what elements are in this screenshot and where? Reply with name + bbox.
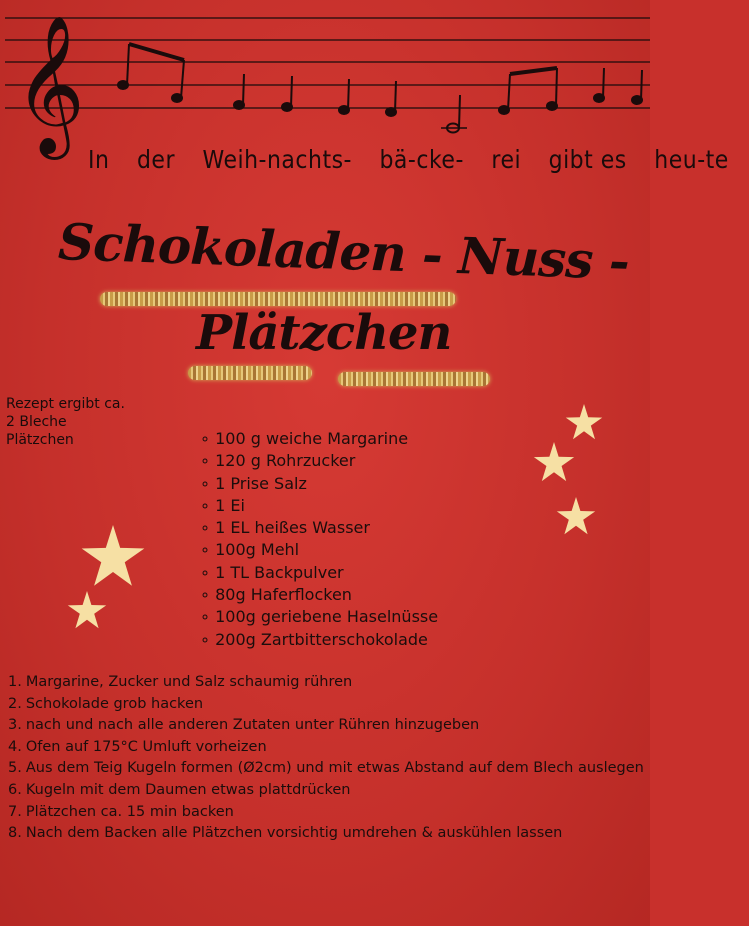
step-text: Ofen auf 175°C Umluft vorheizen: [25, 738, 267, 755]
step-number: 8.: [8, 825, 22, 842]
song-lyrics: [88, 146, 749, 175]
instruction-list: [8, 672, 648, 845]
star-icon: [67, 590, 107, 630]
step-text: Plätzchen ca. 15 min backen: [25, 803, 234, 820]
glitter-underline: [188, 366, 312, 380]
treble-clef-icon: 𝄞: [14, 15, 85, 154]
instruction-step: [8, 758, 648, 780]
lyric-syllable: rei: [491, 146, 522, 175]
star-icon: [80, 525, 146, 587]
instruction-step: [8, 694, 648, 716]
glitter-underline: [338, 372, 490, 386]
step-text: nach und nach alle anderen Zutaten unter Rühren hinzugeben: [25, 717, 480, 734]
star-icon: [565, 402, 603, 442]
star-icon: [533, 442, 575, 482]
step-number: 4.: [8, 738, 22, 755]
ingredient-item: ∘ 100g geriebene Haselnüsse: [200, 606, 438, 628]
lyric-syllable: Weih-nachts-: [202, 146, 352, 175]
step-text: Schokolade grob hacken: [25, 695, 204, 712]
instruction-step: [8, 672, 648, 694]
step-text: Aus dem Teig Kugeln formen (Ø2cm) und mit etwas Abstand auf dem Blech auslegen: [25, 760, 644, 777]
instruction-step: [8, 802, 648, 824]
step-number: 7.: [8, 803, 22, 820]
step-number: 6.: [8, 781, 22, 798]
lyric-syllable: der: [136, 146, 175, 175]
ingredient-item: ∘ 1 EL heißes Wasser: [200, 517, 438, 539]
step-text: Margarine, Zucker und Salz schaumig rühren: [25, 674, 353, 690]
recipe-title-line2: Plätzchen: [196, 305, 452, 361]
music-notes: [118, 44, 642, 133]
step-number: 5.: [8, 760, 22, 777]
ingredient-item: ∘ 80g Haferflocken: [200, 584, 438, 606]
step-text: Kugeln mit dem Daumen etwas plattdrücken: [25, 781, 351, 798]
ingredient-item: ∘ 1 Prise Salz: [200, 473, 438, 495]
instruction-step: [8, 737, 648, 759]
ingredient-item: ∘ 1 Ei: [200, 495, 438, 517]
ingredient-item: ∘ 1 TL Backpulver: [200, 562, 438, 584]
glitter-underline: [100, 292, 456, 306]
lyric-syllable: gibt es: [548, 146, 627, 175]
lyric-syllable: heu-te: [654, 146, 729, 175]
lyric-syllable: bä-cke-: [379, 146, 464, 175]
step-number: 1.: [8, 674, 22, 690]
ingredient-item: ∘ 120 g Rohrzucker: [200, 450, 438, 472]
step-number: 2.: [8, 695, 22, 712]
star-icon: [555, 497, 597, 535]
step-number: 3.: [8, 717, 22, 734]
instruction-step: [8, 823, 648, 845]
yield-note: Rezept ergibt ca. 2 Bleche Plätzchen: [6, 396, 125, 448]
instruction-step: [8, 715, 648, 737]
music-staff: [0, 0, 650, 154]
instruction-step: [8, 780, 648, 802]
recipe-title-line1: Schokoladen - Nuss -: [57, 212, 630, 291]
ingredient-item: ∘ 100 g weiche Margarine: [200, 428, 438, 450]
ingredient-item: ∘ 100g Mehl: [200, 539, 438, 561]
ingredient-list: [200, 428, 438, 651]
lyric-syllable: In: [88, 146, 110, 175]
step-text: Nach dem Backen alle Plätzchen vorsichtig umdrehen & auskühlen lassen: [25, 825, 563, 842]
ingredient-item: ∘ 200g Zartbitterschokolade: [200, 629, 438, 651]
